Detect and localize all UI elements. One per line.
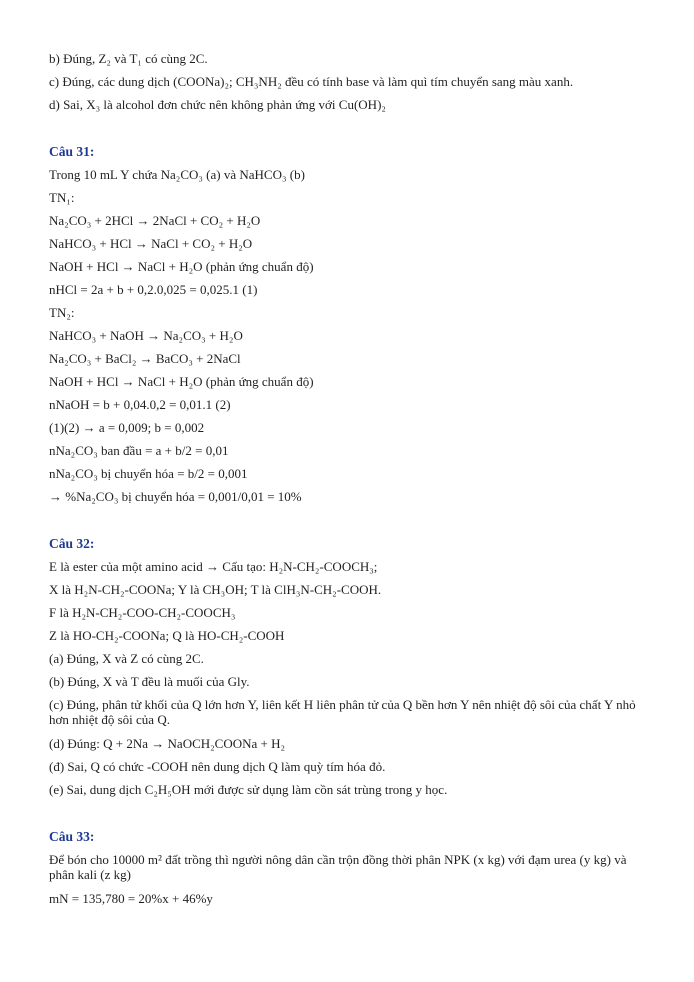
prev-answer-d: d) Sai, X₃ là alcohol đơn chức nên không phản ứng với Cu(OH)₂	[49, 97, 386, 112]
q32-line: F là H₂N-CH₂-COO-CH₂-COOCH₃	[49, 605, 236, 620]
q32-line: (d) Đúng: Q + 2Na → NaOCH₂COONa + H₂	[49, 736, 286, 751]
q31-line: NaHCO₃ + HCl → NaCl + CO₂ + H₂O	[49, 236, 253, 251]
q31-line: TN₁:	[49, 190, 75, 205]
q31-line: NaHCO₃ + NaOH → Na₂CO₃ + H₂O	[49, 328, 243, 343]
q32-line: (đ) Sai, Q có chức -COOH nên dung dịch Q làm quỳ tím hóa đỏ.	[49, 759, 386, 774]
q33-heading: Câu 33:	[49, 829, 95, 844]
q31-line: TN₂:	[49, 305, 75, 320]
q31-line: nNa₂CO₃ ban đầu = a + b/2 = 0,01	[49, 443, 229, 458]
q32-line: E là ester của một amino acid → Cấu tạo: H₂N-CH₂-COOCH₃;	[49, 559, 378, 574]
q31-line: NaOH + HCl → NaCl + H₂O (phản ứng chuẩn độ)	[49, 259, 314, 274]
q31-line: nNaOH = b + 0,04.0,2 = 0,01.1 (2)	[49, 397, 231, 412]
q31-line: nHCl = 2a + b + 0,2.0,025 = 0,025.1 (1)	[49, 282, 258, 297]
q31-line: NaOH + HCl → NaCl + H₂O (phản ứng chuẩn độ)	[49, 374, 314, 389]
q32-heading: Câu 32:	[49, 536, 95, 551]
q31-heading: Câu 31:	[49, 144, 95, 159]
q32-line: (e) Sai, dung dịch C₂H₅OH mới được sử dụng làm cồn sát trùng trong y học.	[49, 782, 448, 797]
q32-line: (b) Đúng, X và T đều là muối của Gly.	[49, 674, 250, 689]
q32-line: X là H₂N-CH₂-COONa; Y là CH₃OH; T là ClH₃N-CH₂-COOH.	[49, 582, 382, 597]
q33-line: mN = 135,780 = 20%x + 46%y	[49, 891, 213, 906]
prev-answer-c: c) Đúng, các dung dịch (COONa)₂; CH₃NH₂ đều có tính base và làm quì tím chuyển sang màu xanh.	[49, 74, 574, 89]
q31-line: (1)(2) → a = 0,009; b = 0,002	[49, 420, 205, 435]
q32-line: Z là HO-CH₂-COONa; Q là HO-CH₂-COOH	[49, 628, 285, 643]
q31-line: Na₂CO₃ + 2HCl → 2NaCl + CO₂ + H₂O	[49, 213, 261, 228]
q31-line: → %Na₂CO₃ bị chuyển hóa = 0,001/0,01 = 10%	[49, 489, 302, 504]
q31-line: Na₂CO₃ + BaCl₂ → BaCO₃ + 2NaCl	[49, 351, 241, 366]
prev-answer-b: b) Đúng, Z₂ và T₁ có cùng 2C.	[49, 51, 208, 66]
q32-line: (a) Đúng, X và Z có cùng 2C.	[49, 651, 204, 666]
q31-line: Trong 10 mL Y chứa Na₂CO₃ (a) và NaHCO₃ (b)	[49, 167, 305, 182]
q31-line: nNa₂CO₃ bị chuyển hóa = b/2 = 0,001	[49, 466, 248, 481]
q33-line: Để bón cho 10000 m² đất trồng thì người nông dân cần trộn đồng thời phân NPK (x kg) với đạm urea (y kg) và phân kali (z kg)	[49, 852, 627, 882]
q32-line: (c) Đúng, phân tử khối của Q lớn hơn Y, liên kết H liên phân tử của Q bền hơn Y nên nhiệt độ sôi của chất Y nhỏ hơn nhiệt độ sôi của Q.	[49, 697, 636, 727]
